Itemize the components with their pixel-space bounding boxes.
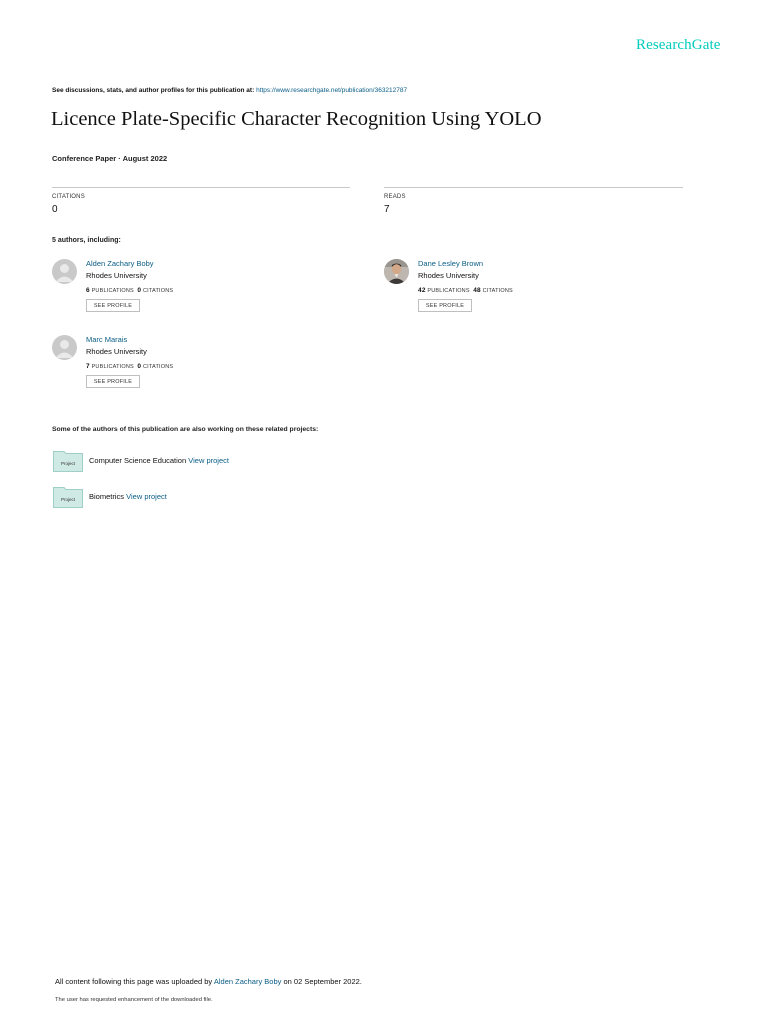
citations-divider bbox=[52, 187, 350, 188]
citations-label: CITATIONS bbox=[142, 364, 174, 370]
avatar-placeholder-icon[interactable] bbox=[52, 259, 77, 284]
publications-count: 7 bbox=[86, 363, 90, 370]
author-name-link[interactable]: Alden Zachary Boby bbox=[86, 259, 154, 268]
project-icon-label: Project bbox=[60, 461, 76, 466]
see-profile-button[interactable]: SEE PROFILE bbox=[86, 299, 140, 312]
view-project-link[interactable]: View project bbox=[126, 492, 167, 501]
publications-label: PUBLICATIONS bbox=[91, 288, 134, 294]
upload-prefix: All content following this page was uploaded by bbox=[55, 977, 213, 986]
project-folder-icon bbox=[53, 450, 83, 472]
see-profile-button[interactable]: SEE PROFILE bbox=[86, 375, 140, 388]
author-institution: Rhodes University bbox=[86, 271, 147, 280]
publication-type-date: Conference Paper · August 2022 bbox=[52, 154, 168, 163]
publication-url-link[interactable]: https://www.researchgate.net/publication/363212787 bbox=[256, 87, 408, 94]
citations-count: 0 bbox=[137, 287, 142, 294]
author-institution: Rhodes University bbox=[418, 271, 479, 280]
citations-label: CITATIONS bbox=[482, 288, 513, 294]
researchgate-logo[interactable]: ResearchGate bbox=[636, 37, 721, 53]
upload-suffix: on 02 September 2022. bbox=[283, 977, 362, 986]
project-folder-icon bbox=[53, 486, 83, 508]
reads-divider bbox=[384, 187, 683, 188]
author-photo[interactable] bbox=[384, 259, 409, 284]
upload-notice bbox=[55, 977, 362, 986]
reads-value: 7 bbox=[384, 204, 390, 215]
page-title: Licence Plate-Specific Character Recognition Using YOLO bbox=[51, 108, 542, 130]
authors-heading: 5 authors, including: bbox=[52, 237, 121, 244]
project-title bbox=[89, 492, 167, 501]
citations-count: 48 bbox=[473, 287, 481, 294]
publications-label: PUBLICATIONS bbox=[91, 364, 134, 370]
publications-count: 6 bbox=[86, 287, 90, 294]
view-project-link[interactable]: View project bbox=[188, 456, 229, 465]
discussions-text: See discussions, stats, and author profiles for this publication at: bbox=[52, 87, 255, 94]
project-icon-label: Project bbox=[60, 497, 76, 502]
publications-label: PUBLICATIONS bbox=[427, 288, 470, 294]
project-name: Biometrics bbox=[89, 492, 125, 501]
uploader-link[interactable]: Alden Zachary Boby bbox=[213, 977, 282, 986]
citations-label: CITATIONS bbox=[142, 288, 174, 294]
author-institution: Rhodes University bbox=[86, 347, 147, 356]
author-stats bbox=[418, 287, 513, 294]
reads-label: READS bbox=[384, 194, 406, 200]
author-stats bbox=[86, 363, 173, 370]
related-projects-heading: Some of the authors of this publication are also working on these related projects: bbox=[52, 426, 319, 433]
author-name-link[interactable]: Marc Marais bbox=[86, 335, 128, 344]
citations-label: CITATIONS bbox=[52, 194, 85, 200]
avatar-placeholder-icon[interactable] bbox=[52, 335, 77, 360]
see-profile-button[interactable]: SEE PROFILE bbox=[418, 299, 472, 312]
author-name-link[interactable]: Dane Lesley Brown bbox=[418, 259, 484, 268]
project-title bbox=[89, 456, 229, 465]
citations-count: 0 bbox=[137, 363, 142, 370]
project-name: Computer Science Education bbox=[89, 456, 187, 465]
publications-count: 42 bbox=[418, 287, 426, 294]
discussions-notice bbox=[52, 87, 407, 94]
author-stats bbox=[86, 287, 173, 294]
enhancement-note: The user has requested enhancement of the downloaded file. bbox=[55, 997, 213, 1003]
citations-value: 0 bbox=[52, 204, 58, 215]
